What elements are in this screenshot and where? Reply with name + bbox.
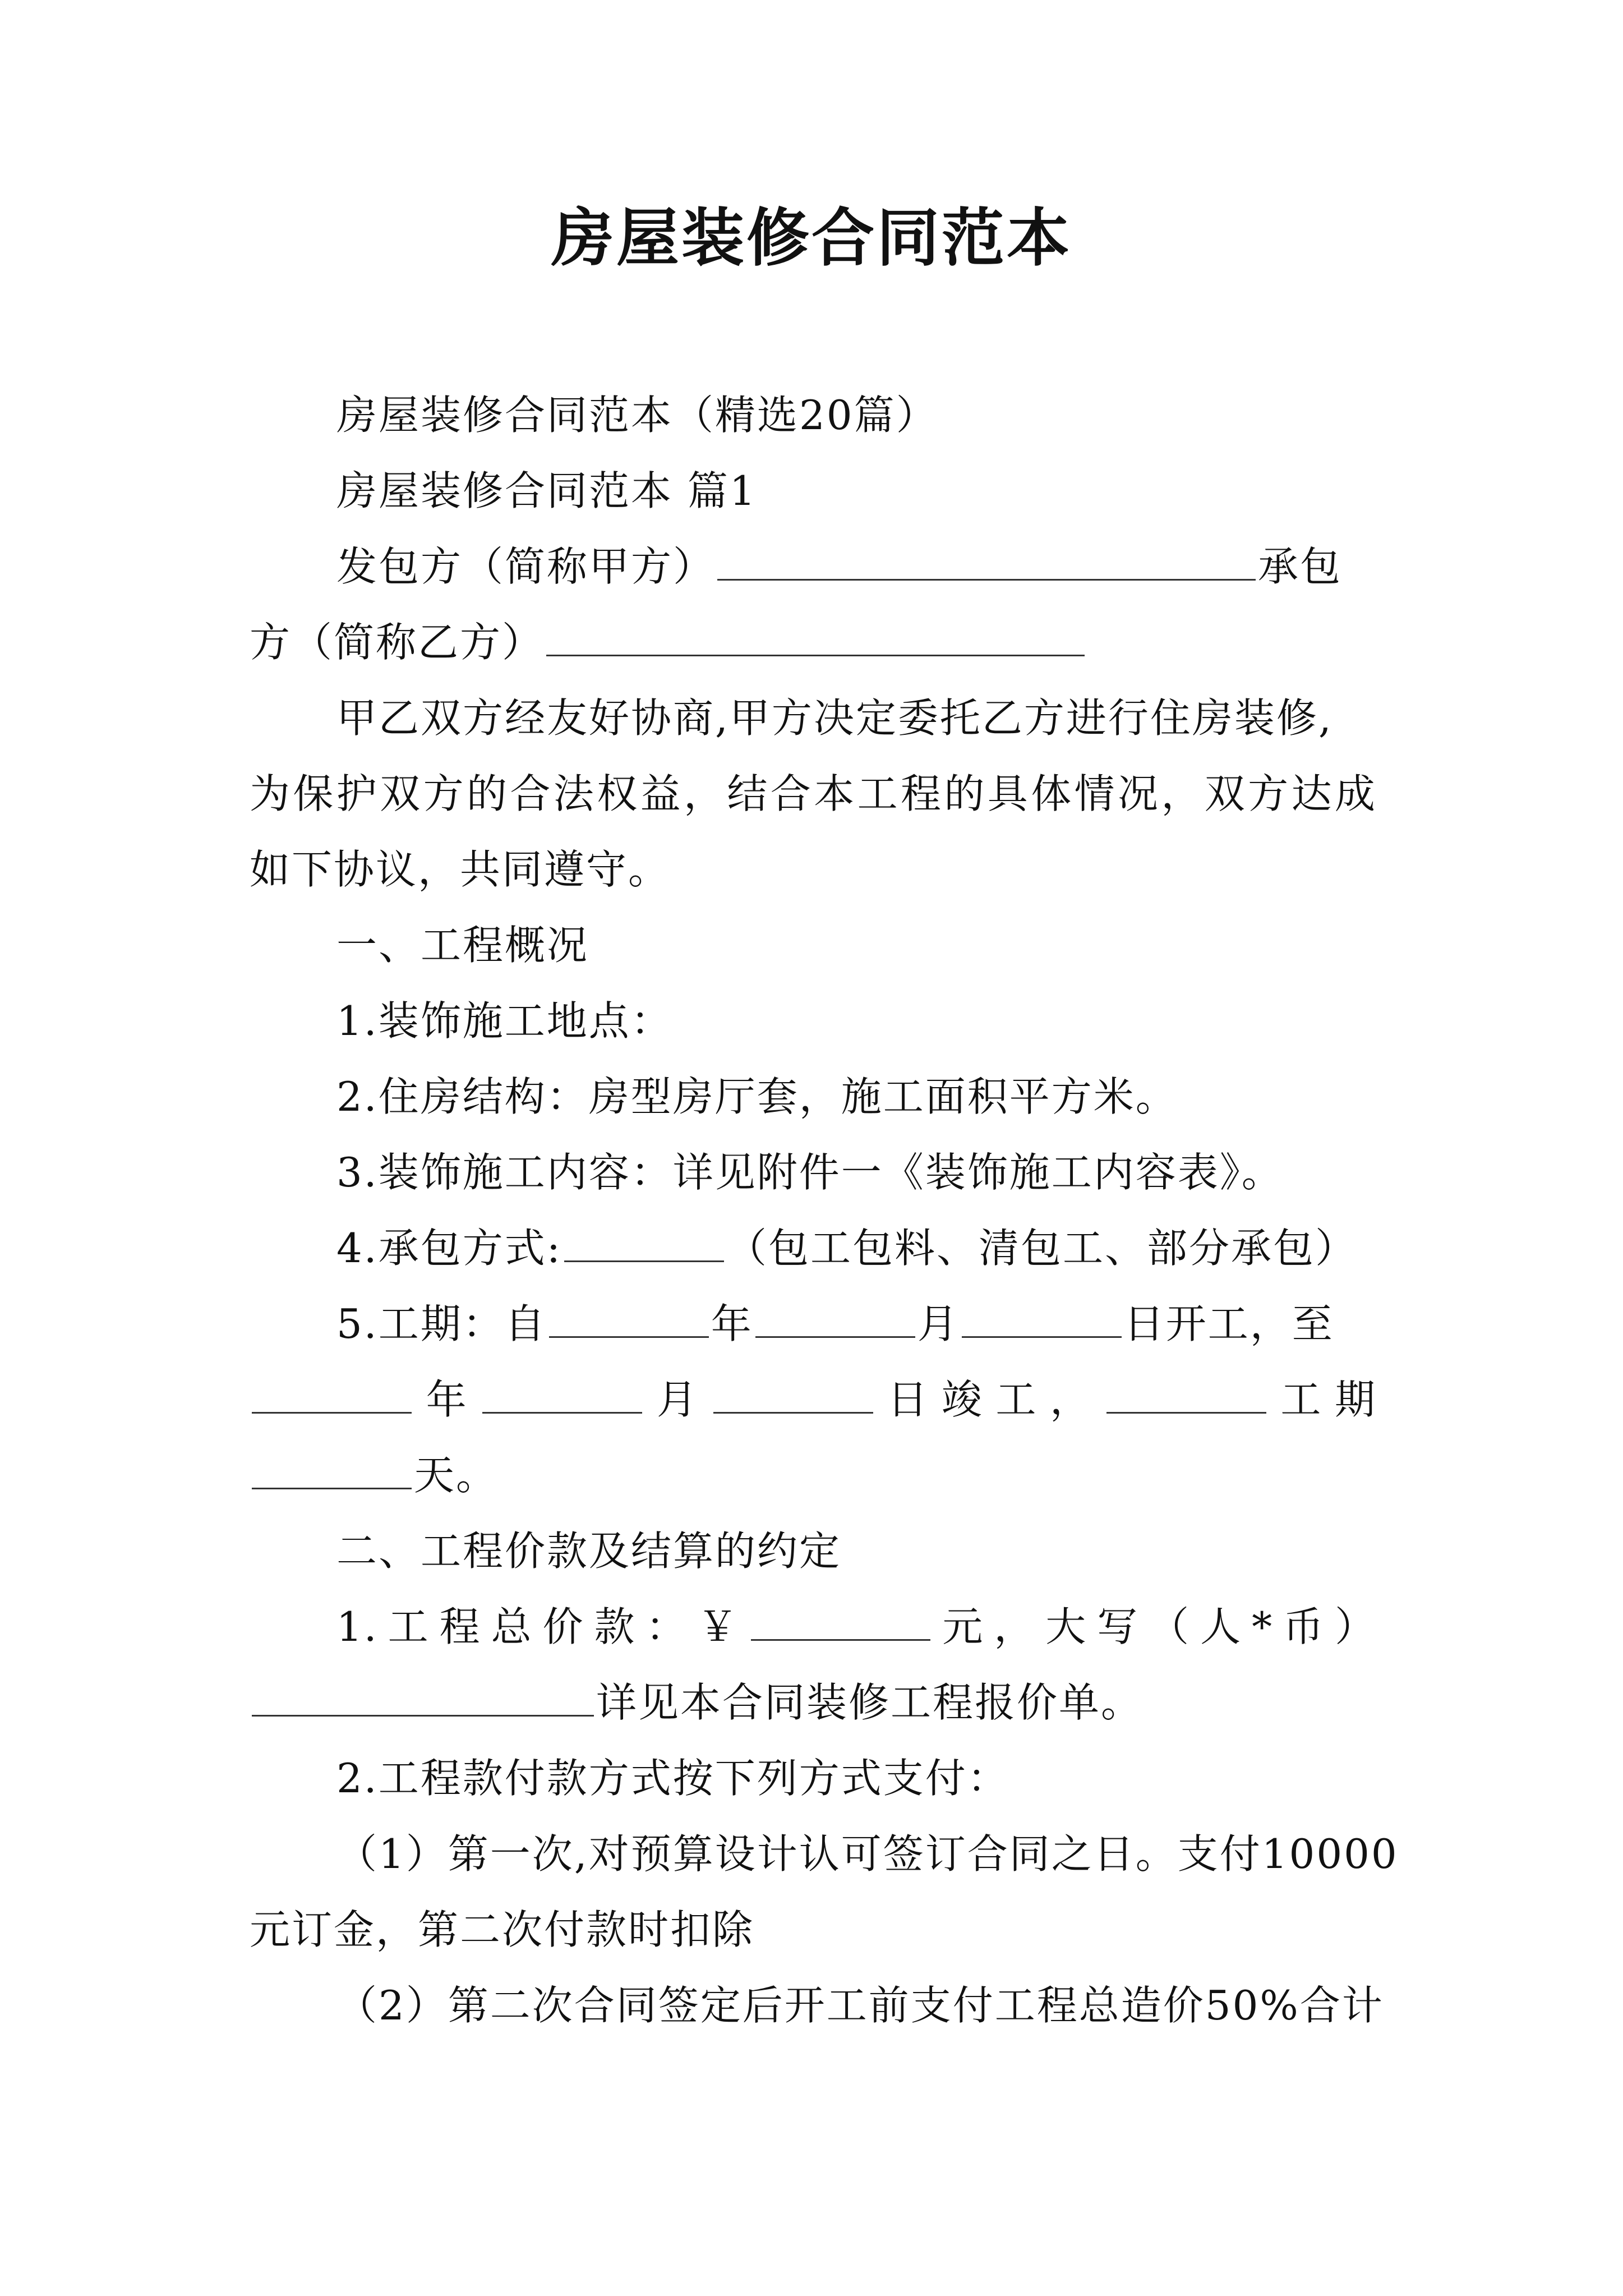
price-line [250, 1663, 1377, 1742]
end-month-blank [482, 1373, 642, 1414]
start-day-blank [962, 1297, 1122, 1338]
end-day-label: 日竣工， [875, 1376, 1104, 1423]
schedule-line [250, 1436, 1377, 1515]
document-title: 房屋装修合同范本 [551, 201, 1072, 275]
year-label: 年 [414, 1376, 481, 1423]
paragraph-line: 为保护双方的合法权益，结合本工程的具体情况，双方达成 [250, 770, 1377, 817]
price-line [336, 1588, 1377, 1666]
party-a-line [336, 527, 1377, 606]
price-reference-text: 详见本合同装修工程报价单。 [596, 1679, 1144, 1726]
start-month-blank [755, 1297, 915, 1338]
contract-method-options: （包工包料、清包工、部分承包） [726, 1225, 1357, 1272]
subtitle-line: 房屋装修合同范本（精选20篇） [336, 392, 938, 439]
paragraph-line: 甲乙双方经友好协商,甲方决定委托乙方进行住房装修, [336, 694, 1333, 742]
end-day-blank [713, 1373, 873, 1414]
contract-method-blank [564, 1221, 724, 1262]
start-day-label: 日开工，至 [1123, 1300, 1334, 1347]
party-b-label: 方（简称乙方） [250, 619, 545, 666]
duration-days-blank [252, 1448, 412, 1489]
section-heading-line: 房屋装修合同范本 篇1 [336, 467, 757, 514]
days-label: 天。 [414, 1452, 499, 1499]
price-in-words-blank [252, 1676, 594, 1717]
total-price-label: 1.工程总价款：￥ [336, 1603, 749, 1650]
total-price-blank [751, 1600, 930, 1641]
clause-line: （1）第一次,对预算设计认可签订合同之日。支付10000 [336, 1830, 1399, 1878]
section-heading-line: 二、工程价款及结算的约定 [336, 1527, 842, 1575]
section-heading-line: 一、工程概况 [336, 922, 589, 969]
clause-line: 2.工程款付款方式按下列方式支付： [336, 1755, 1009, 1802]
clause-line: 元订金，第二次付款时扣除 [250, 1906, 755, 1953]
contract-method-label: 4.承包方式: [336, 1225, 562, 1272]
end-year-blank [252, 1373, 412, 1414]
duration-blank [1106, 1373, 1266, 1414]
party-b-line [250, 603, 1377, 682]
year-label: 年 [711, 1300, 753, 1347]
clause-line: 1.装饰施工地点： [336, 997, 673, 1045]
party-a-label: 发包方（简称甲方） [336, 543, 716, 590]
month-label: 月 [917, 1300, 960, 1347]
paragraph-line: 如下协议，共同遵守。 [250, 846, 671, 893]
party-a-blank [717, 540, 1256, 581]
clause-line: （2）第二次合同签定后开工前支付工程总造价50%合计 [336, 1982, 1384, 2029]
clause-line: 2.住房结构：房型房厅套，施工面积平方米。 [336, 1073, 1178, 1120]
contract-method-line [336, 1209, 1377, 1287]
schedule-line [250, 1360, 1377, 1439]
price-in-words-label: 元，大写（人*币） [933, 1603, 1377, 1650]
party-b-blank [546, 615, 1085, 656]
start-year-blank [549, 1297, 709, 1338]
duration-label: 工期 [1268, 1376, 1377, 1423]
schedule-line [336, 1285, 1377, 1363]
month-label: 月 [644, 1376, 711, 1423]
party-b-label-start: 承包 [1258, 543, 1343, 590]
schedule-start-label: 5.工期：自 [336, 1300, 547, 1347]
clause-line: 3.装饰施工内容：详见附件一《装饰施工内容表》。 [336, 1149, 1284, 1196]
